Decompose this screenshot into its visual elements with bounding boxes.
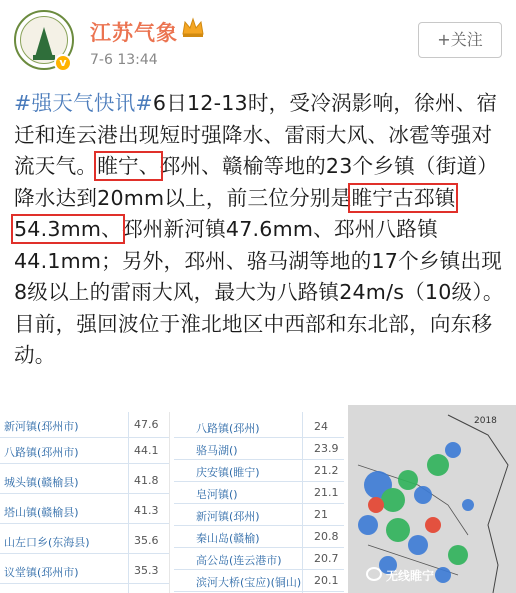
table-row: 滨河大桥(宝应)(铜山) 20.1 — [174, 570, 344, 592]
table-row: 城头镇(赣榆县) 41.8 — [0, 468, 170, 494]
radar-map-graphic — [348, 405, 516, 593]
highlight-box-2: 睢宁古邳镇54.3mm、 — [14, 185, 456, 241]
post-text — [14, 88, 504, 372]
table-row: 秦山岛(赣榆) 20.8 — [174, 526, 344, 548]
table-row: 八路镇(邳州) 24 — [174, 416, 344, 438]
post-timestamp: 7-6 13:44 — [90, 52, 158, 68]
table-row: 高公岛(连云港市) 20.7 — [174, 548, 344, 570]
tower-icon — [35, 27, 53, 57]
verified-badge-icon: v — [54, 54, 72, 72]
radar-map-image[interactable] — [348, 405, 516, 593]
table-row: 山左口乡(东海县) 35.6 — [0, 528, 170, 554]
table-row: 庆安镇(睢宁) 21.2 — [174, 460, 344, 482]
table-row: 新河镇(邳州) 21 — [174, 504, 344, 526]
table-row: 骆马湖() 23.9 — [174, 438, 344, 460]
table-row: 塔山镇(赣榆县) 41.3 — [0, 498, 170, 524]
watermark-text: 无线睢宁 — [386, 569, 435, 583]
post-segment-3: 邳州新河镇47.6mm、邳州八路镇44.1mm；另外，邳州、骆马湖等地的17个乡镇出现8级以上的雷雨大风，最大为八路镇24m/s（10级）。目前，强回波位于淮北地区中西部和东北部，向东移动。 — [14, 217, 504, 367]
tower-base-icon — [33, 55, 55, 60]
crown-icon — [181, 16, 205, 38]
post-segment-2: 邳州、赣榆等地的23个乡镇（街道）降水达到20mm以上，前三位分别是 — [14, 154, 499, 210]
table-row: 八路镇(邳州市) 44.1 — [0, 438, 170, 464]
map-year-label: 2018 — [474, 416, 497, 426]
highlight-box-1: 睢宁、 — [97, 154, 160, 178]
table-row: 皂河镇() 21.1 — [174, 482, 344, 504]
follow-button[interactable]: +关注 — [418, 22, 502, 58]
rainfall-table-image[interactable] — [0, 412, 170, 593]
watermark-logo-icon — [366, 567, 382, 581]
post-segment-1: 6日12-13时，受冷涡影响，徐州、宿迁和连云港出现短时强降水、雷雨大风、冰雹等强对流天气。 — [14, 91, 498, 178]
username[interactable]: 江苏气象 — [90, 21, 178, 45]
table-row: 议堂镇(邳州市) 35.3 — [0, 558, 170, 584]
table-row: 新河镇(邳州市) 47.6 — [0, 412, 170, 438]
wind-table-image[interactable] — [174, 412, 344, 593]
hashtag-link[interactable]: #强天气快讯# — [14, 91, 153, 115]
